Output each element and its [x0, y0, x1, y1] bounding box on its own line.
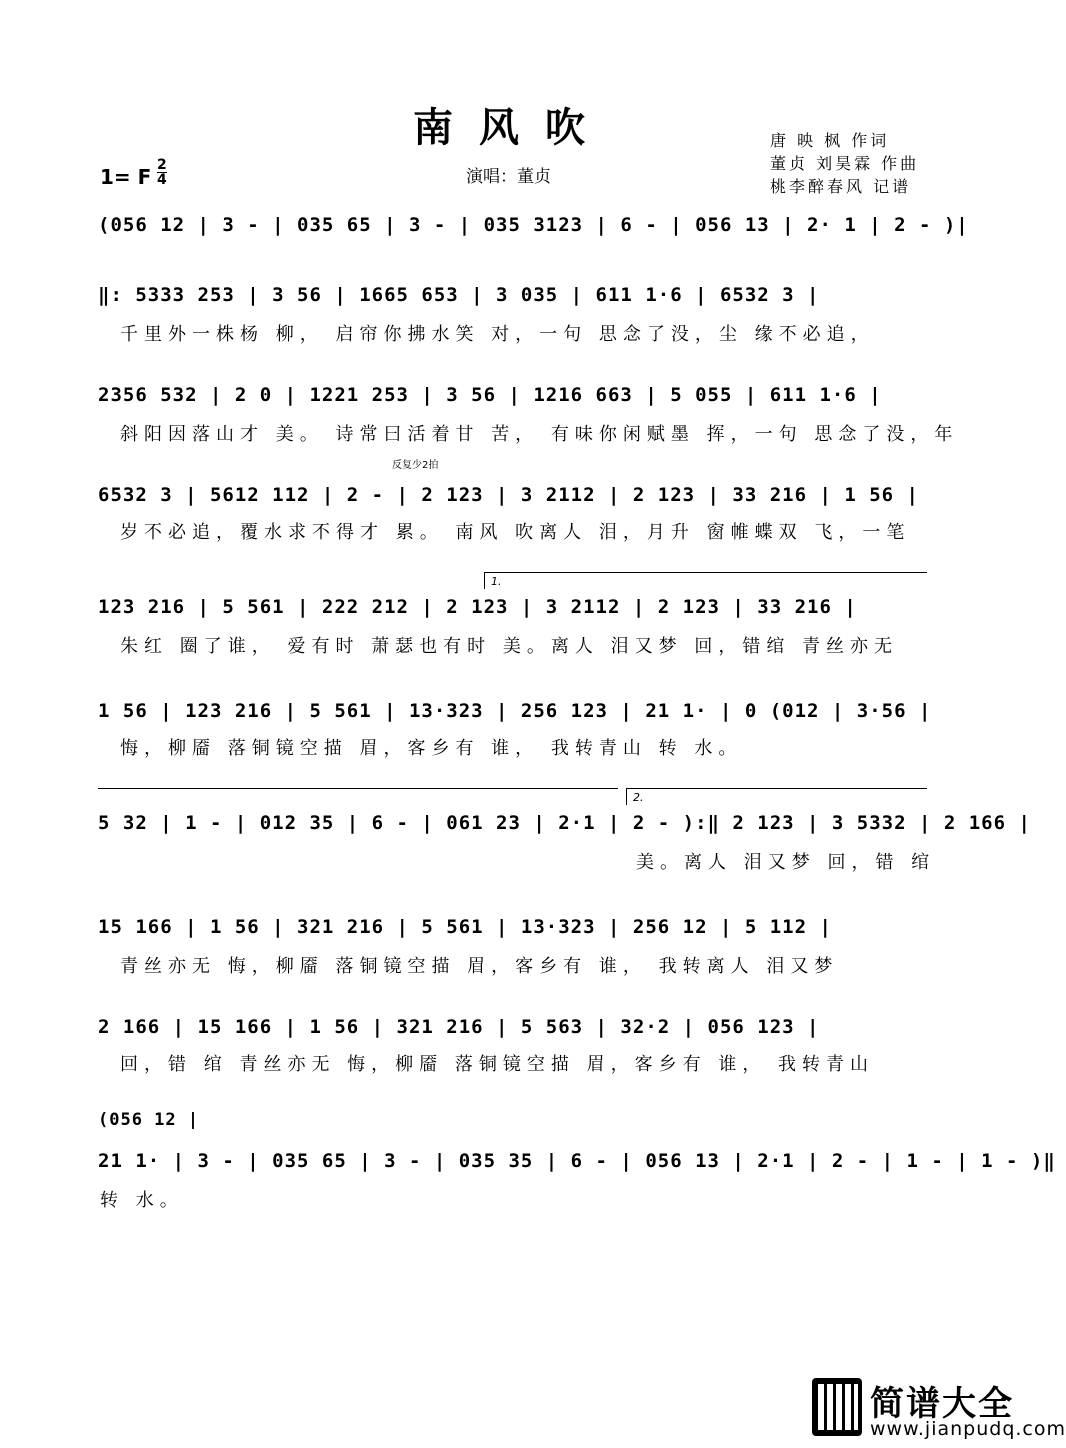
- singer-credit: 演唱：董贞: [466, 167, 551, 187]
- composer-credit: 董贞 刘昊霖 作曲: [770, 154, 920, 173]
- lyricist-credit: 唐 映 枫 作词: [770, 131, 890, 150]
- time-signature: [157, 158, 167, 187]
- score-line-3-notes: 2356 532 | 2 0 | 1221 253 | 3 56 | 1216 663 | 5 055 | 611 1·6 |: [98, 384, 882, 406]
- score-line-2-notes: ‖: 5333 253 | 3 56 | 1665 653 | 3 035 | 611 1·6 | 6532 3 |: [98, 284, 820, 306]
- score-line-5-lyrics: 朱红 圈了谁， 爱有时 萧瑟也有时 美。离人 泪又梦 回，错绾 青丝亦无: [120, 636, 899, 657]
- score-line-8-lyrics: 青丝亦无 悔，柳靥 落铜镜空描 眉，客乡有 谁， 我转离人 泪又梦: [120, 956, 839, 977]
- page-title: 南风吹: [413, 104, 611, 151]
- second-ending-label: 2.: [633, 791, 644, 804]
- key-signature: 1= F: [100, 165, 152, 189]
- second-ending-bracket: [626, 788, 927, 805]
- score-line-4-notes: 6532 3 | 5612 112 | 2 - | 2 123 | 3 2112 | 2 123 | 33 216 | 1 56 |: [98, 484, 919, 506]
- score-line-9-lyrics: 回，错 绾 青丝亦无 悔，柳靥 落铜镜空描 眉，客乡有 谁， 我转青山: [120, 1054, 875, 1075]
- meter-bottom: 4: [157, 172, 167, 188]
- repeat-annotation: 反复少2拍: [392, 460, 439, 471]
- score-line-7-notes: 5 32 | 1 - | 012 35 | 6 - | 061 23 | 2·1 | 2 - ):‖ 2 123 | 3 5332 | 2 166 |: [98, 812, 1031, 834]
- score-line-7-lyrics: 美。离人 泪又梦 回，错 绾: [636, 852, 936, 873]
- score-line-2-lyrics: 千里外一株杨 柳， 启帘你拂水笑 对，一句 思念了没，尘 缘不必追，: [120, 324, 875, 345]
- score-line-6-notes: 1 56 | 123 216 | 5 561 | 13·323 | 256 123 | 21 1· | 0 (012 | 3·56 |: [98, 700, 932, 722]
- score-line-1-notes: (056 12 | 3 - | 035 65 | 3 - | 035 3123 | 6 - | 056 13 | 2· 1 | 2 - )|: [98, 214, 969, 236]
- piano-icon: [812, 1378, 862, 1436]
- site-logo: [812, 1378, 1066, 1448]
- score-line-10-notes: (056 12 |: [98, 1110, 200, 1130]
- first-ending-rule: [98, 788, 618, 789]
- score-line-8-notes: 15 166 | 1 56 | 321 216 | 5 561 | 13·323 | 256 12 | 5 112 |: [98, 916, 832, 938]
- transcriber-credit: 桃李醉春风 记谱: [770, 177, 912, 196]
- score-line-9-notes: 2 166 | 15 166 | 1 56 | 321 216 | 5 563 | 32·2 | 056 123 |: [98, 1016, 820, 1038]
- score-line-5-notes: 123 216 | 5 561 | 222 212 | 2 123 | 3 2112 | 2 123 | 33 216 |: [98, 596, 857, 618]
- brand-name: 简谱大全: [870, 1384, 1014, 1424]
- first-ending-bracket: [484, 572, 927, 589]
- score-line-3-lyrics: 斜阳因落山才 美。 诗常曰活着甘 苦， 有味你闲赋墨 挥，一句 思念了没，年: [120, 424, 959, 445]
- first-ending-label: 1.: [491, 575, 502, 588]
- score-line-6-lyrics: 悔，柳靥 落铜镜空描 眉，客乡有 谁， 我转青山 转 水。: [120, 738, 743, 759]
- score-line-11-notes: 21 1· | 3 - | 035 65 | 3 - | 035 35 | 6 - | 056 13 | 2·1 | 2 - | 1 - | 1 - )‖: [98, 1150, 1056, 1172]
- brand-url: www.jianpudq.com: [870, 1418, 1066, 1440]
- meter-top: 2: [157, 157, 167, 173]
- score-line-11-lyrics: 转 水。: [100, 1190, 184, 1211]
- score-line-4-lyrics: 岁不必追，覆水求不得才 累。 南风 吹离人 泪，月升 窗帷蝶双 飞，一笔: [120, 522, 911, 543]
